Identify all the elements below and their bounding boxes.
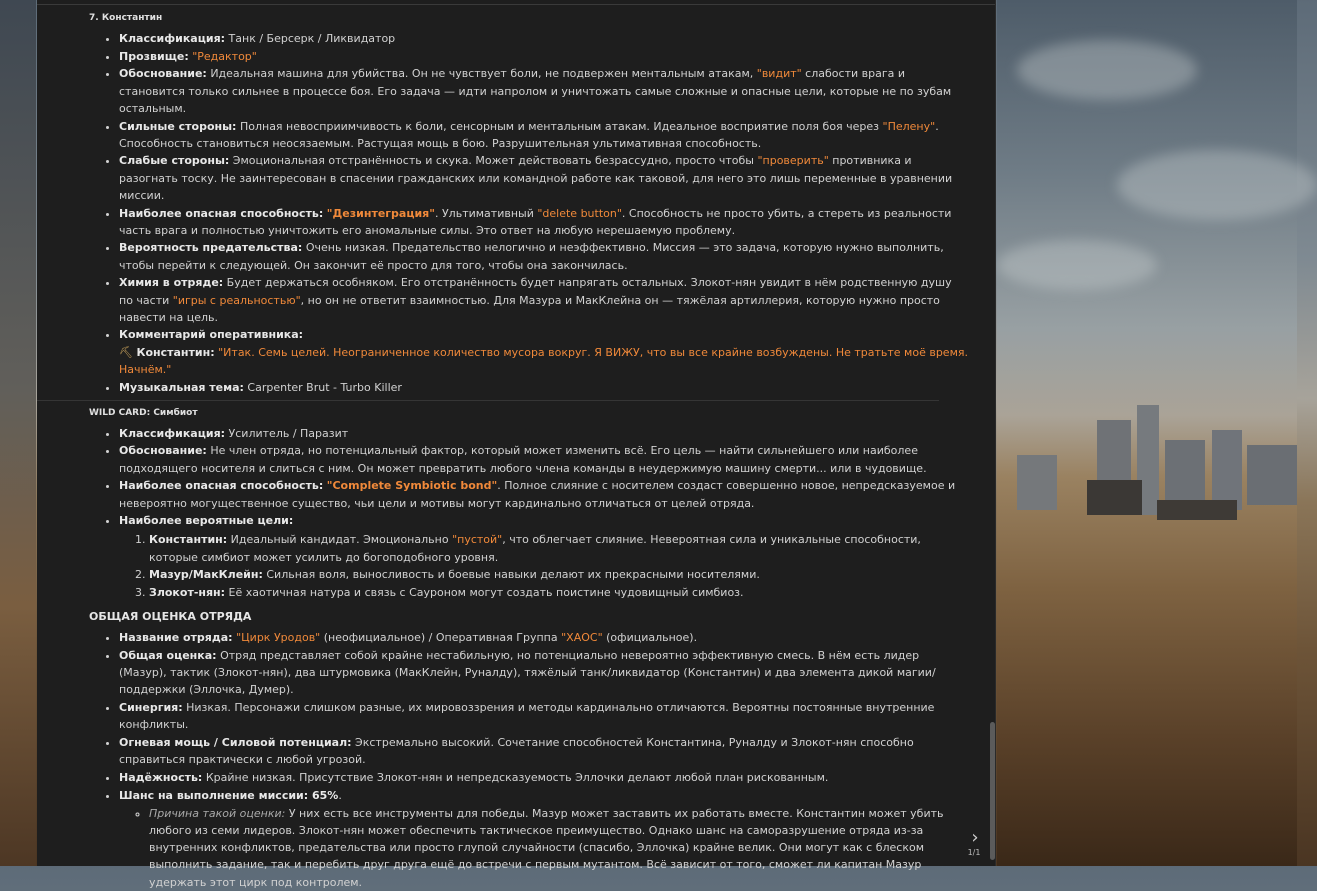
chat-message-panel xyxy=(37,0,996,889)
targets-list xyxy=(119,531,969,601)
body-text: . Полное слияние с носителем создаст совершенно новое, непредсказуемое и невероятно могущественное существо, чьи цели и мотивы могут кардинально отличаться от целей отряда. xyxy=(119,479,956,510)
list-item: • Название отряда: "Цирк Уродов" (неофициальное) / Оперативная Группа "ХАОС" (официальное). xyxy=(119,629,969,646)
body-text: Полная невосприимчивость к боли, сенсорным и ментальным атакам. Идеальное восприятие поля боя через xyxy=(236,119,883,133)
body-text: Будет держаться особняком. Его отстранённость будет напрягать остальных. Злокот-нян увидит в нём родственную душу по части xyxy=(119,276,952,307)
target-item: 2. Мазур/МакКлейн: Сильная воля, выносливость и боевые навыки делают их прекрасными носителями. xyxy=(149,566,969,583)
list-item: • Химия в отряде: Будет держаться особняком. Его отстранённость будет напрягать остальных. Злокот-нян увидит в нём родственную душу по части "игры с реальностью", но он не ответит взаимностью. Для Мазура и МакКлейна он — тяжёлая артиллерия, которую нужно просто навести на цель. xyxy=(119,274,969,326)
highlight-text: "Дезинтеграция" xyxy=(326,206,435,220)
body-text: Сильная воля, выносливость и боевые навыки делают их прекрасными носителями. xyxy=(262,568,760,582)
list-item: • Наиболее опасная способность: "Complete Symbiotic bond". Полное слияние с носителем создаст совершенно новое, непредсказуемое и невероятно могущественное существо, чьи цели и мотивы могут кардинально отличаться от целей отряда. xyxy=(119,477,969,511)
list-item: • Обоснование: Не член отряда, но потенциальный фактор, который может изменить всё. Его цель — найти сильнейшего или наиболее подходящего носителя и слиться с ним. Он может превратить любого члена команды в неудержимую машину смерти... или в чудовище. xyxy=(119,442,969,476)
target-item: 3. Злокот-нян: Её хаотичная натура и связь с Сауроном могут создать поистине чудовищный симбиоз. xyxy=(149,584,969,601)
body-text: Идеальный кандидат. Эмоционально xyxy=(227,533,453,547)
reason-item: ◦ Причина такой оценки: У них есть все инструменты для победы. Мазур может заставить их работать вместе. Константин может убить любого из семи лидеров. Злокот-нян может обеспечить тактическое преимущество. Однако шанс на саморазрушение отряда из-за внутренних конфликтов, предательства или просто глупой случайности (спасибо, Эллочка) крайне велик. Они могут как с блеском выполнить задание, так и перебить друг друга ещё до встречи с первым мутантом. Всё зависит от того, сможет ли капитан Мазур удержать этот цирк под контролем. xyxy=(149,805,969,891)
body-text: . Ультимативный xyxy=(434,206,538,220)
body-text: Её хаотичная натура и связь с Сауроном могут создать поистине чудовищный симбиоз. xyxy=(225,586,744,600)
body-text: Танк / Берсерк / Ликвидатор xyxy=(225,32,396,45)
list-item: • Обоснование: Идеальная машина для убийства. Он не чувствует боли, не подвержен ментальным атакам, "видит" слабости врага и становится только сильнее в процессе боя. Его задача — идти напролом и уничтожать самые сложные и опасные цели, которые не по зубам остальным. xyxy=(119,65,969,117)
body-text: (неофициальное) / Оперативная Группа xyxy=(320,631,562,645)
body-text: . Способность становиться неосязаемым. Растущая мощь в бою. Разрушительная ультимативная способность. xyxy=(119,119,939,150)
highlight-text: "пустой" xyxy=(452,533,503,547)
list-item: • Наиболее опасная способность: "Дезинтеграция". Ультимативный "delete button". Способность не просто убить, а стереть из реальности часть врага и полностью уничтожить его аномальные силы. Это ответ на любую нерешаемую проблему. xyxy=(119,205,969,239)
body-text: . Способность не просто убить, а стереть из реальности часть врага и полностью уничтожить его аномальные силы. Это ответ на любую нерешаемую проблему. xyxy=(119,206,952,237)
highlight-text: "видит" xyxy=(756,67,802,81)
wildcard-list xyxy=(89,425,969,602)
list-item: • Вероятность предательства: Очень низкая. Предательство нелогично и неэффективно. Миссия — это задача, которую нужно выполнить, чтобы перейти к следующей. Он закончит её просто для того, чтобы она закончилась. xyxy=(119,239,969,273)
body-text: Эмоциональная отстранённость и скука. Может действовать безрассудно, просто чтобы xyxy=(229,154,758,168)
body-text: Очень низкая. Предательство нелогично и неэффективно. Миссия — это задача, которую нужно выполнить, чтобы перейти к следующей. Он закончит её просто для того, чтобы она закончилась. xyxy=(119,241,944,272)
highlight-text: "проверить" xyxy=(757,154,829,168)
list-item: • Синергия: Низкая. Персонажи слишком разные, их мировоззрения и методы кардинально отличаются. Вероятны постоянные внутренние конфликты. xyxy=(119,699,969,733)
konstantin-list xyxy=(89,30,969,396)
body-text: Отряд представляет собой крайне нестабильную, но потенциально невероятно эффективную смесь. В нём есть лидер (Мазур), тактик (Злокот-нян), два штурмовика (МакКлейн, Руналду), тяжёлый танк/ликвидатор (Константин) и два элемента дикой магии/поддержки (Эллочка, Думер). xyxy=(119,649,936,697)
body-text: Экстремально высокий. Сочетание способностей Константина, Руналду и Злокот-нян способно справиться практически с любой угрозой. xyxy=(119,736,914,767)
body-text: (официальное). xyxy=(602,631,698,645)
body-text: Усилитель / Паразит xyxy=(225,426,349,440)
highlight-text: "Цирк Уродов" xyxy=(236,631,321,645)
list-item: • Огневая мощь / Силовой потенциал: Экстремально высокий. Сочетание способностей Константина, Руналду и Злокот-нян способно справиться практически с любой угрозой. xyxy=(119,734,969,768)
body-text: Низкая. Персонажи слишком разные, их мировоззрения и методы кардинально отличаются. Вероятны постоянные внутренние конфликты. xyxy=(119,701,935,732)
page-indicator: 1/1 xyxy=(967,848,981,857)
highlight-text: "игры с реальностью" xyxy=(172,293,301,307)
pickaxe-icon: ⛏ xyxy=(119,345,133,359)
summary-list xyxy=(89,629,969,891)
section-title-konstantin: 7. Константин xyxy=(89,13,163,23)
list-item: • Сильные стороны: Полная невосприимчивость к боли, сенсорным и ментальным атакам. Идеальное восприятие поля боя через "Пелену". Способность становиться неосязаемым. Растущая мощь в бою. Разрушительная ультимативная способность. xyxy=(119,118,969,152)
body-text: , что облегчает слияние. Невероятная сила и уникальные способности, которые симбиот может усилить до богоподобного уровня. xyxy=(149,533,921,564)
comment-quote: "Итак. Семь целей. Неограниченное количество мусора вокруг. Я ВИЖУ, что вы все крайне возбуждены. Не тратьте моё время. Начнём." xyxy=(119,345,968,376)
highlight-text: "Редактор" xyxy=(192,49,257,63)
highlight-text: "Пелену" xyxy=(882,119,936,133)
reason-list xyxy=(119,805,969,891)
target-item: 1. Константин: Идеальный кандидат. Эмоционально "пустой", что облегчает слияние. Невероятная сила и уникальные способности, которые симбиот может усилить до богоподобного уровня. xyxy=(149,531,969,565)
list-item: • Слабые стороны: Эмоциональная отстранённость и скука. Может действовать безрассудно, просто чтобы "проверить" противника и разогнать тоску. Не заинтересован в спасении гражданских или командной работе как таковой, для него это лишь переменные в уравнении миссии. xyxy=(119,152,969,204)
highlight-text: "ХАОС" xyxy=(561,631,603,645)
list-item: • Классификация: Усилитель / Паразит xyxy=(119,425,969,442)
list-item: • Надёжность: Крайне низкая. Присутствие Злокот-нян и непредсказуемость Эллочки делают любой план рискованным. xyxy=(119,769,969,786)
highlight-text: "delete button" xyxy=(537,206,622,220)
body-text: Не член отряда, но потенциальный фактор, который может изменить всё. Его цель — найти сильнейшего или наиболее подходящего носителя и слиться с ним. Он может превратить любого члена команды в неудержимую машину смерти... или в чудовище. xyxy=(119,444,927,475)
body-text: слабости врага и становится только сильнее в процессе боя. Его задача — идти напролом и уничтожать самые сложные и опасные цели, которые не по зубам остальным. xyxy=(119,67,952,115)
list-item: • Общая оценка: Отряд представляет собой крайне нестабильную, но потенциально невероятно эффективную смесь. В нём есть лидер (Мазур), тактик (Злокот-нян), два штурмовика (МакКлейн, Руналду), тяжёлый танк/ликвидатор (Константин) и два элемента дикой магии/поддержки (Эллочка, Думер). xyxy=(119,647,969,699)
section-title-summary: ОБЩАЯ ОЦЕНКА ОТРЯДА xyxy=(89,610,252,624)
body-text: противника и разогнать тоску. Не заинтересован в спасении гражданских или командной работе как таковой, для него это лишь переменные в уравнении миссии. xyxy=(119,154,953,202)
list-item-chance: • Шанс на выполнение миссии: 65%. ◦ Причина такой оценки: У них есть все инструменты для победы. Мазур может заставить их работать вместе. Константин может убить любого из семи лидеров. Злокот-нян может обеспечить тактическое преимущество. Однако шанс на саморазрушение отряда из-за внутренних конфликтов, предательства или просто глупой случайности (спасибо, Эллочка) крайне велик. Они могут как с блеском выполнить задание, так и перебить друг друга ещё до встречи с первым мутантом. Всё зависит от того, сможет ли капитан Мазур удержать этот цирк под контролем. xyxy=(119,787,969,891)
list-item-music: • Музыкальная тема: Carpenter Brut - Turbo Killer xyxy=(119,379,969,396)
background-wasteland-image xyxy=(997,0,1297,866)
background-left xyxy=(0,0,36,866)
list-item-targets: • Наиболее вероятные цели: 1. Константин: Идеальный кандидат. Эмоционально "пустой", что облегчает слияние. Невероятная сила и уникальные способности, которые симбиот может усилить до богоподобного уровня. 2. Мазур/МакКлейн: Сильная воля, выносливость и боевые навыки делают их прекрасными носителями. 3. Злокот-нян: Её хаотичная натура и связь с Сауроном могут создать поистине чудовищный симбиоз. xyxy=(119,512,969,601)
body-text: Идеальная машина для убийства. Он не чувствует боли, не подвержен ментальным атакам, xyxy=(206,67,757,81)
next-page-chevron-icon[interactable]: › xyxy=(971,827,979,848)
scrollbar-thumb[interactable] xyxy=(990,722,995,860)
body-text: Крайне низкая. Присутствие Злокот-нян и непредсказуемость Эллочки делают любой план рискованным. xyxy=(202,770,829,784)
list-item: • Классификация: Танк / Берсерк / Ликвидатор xyxy=(119,30,969,47)
message-content xyxy=(89,10,969,891)
body-text: , но он не ответит взаимностью. Для Мазура и МакКлейна он — тяжёлая артиллерия, которую нужно просто навести на цель. xyxy=(119,293,940,324)
list-item-comment: • Комментарий оперативника: ⛏ Константин: "Итак. Семь целей. Неограниченное количество мусора вокруг. Я ВИЖУ, что вы все крайне возбуждены. Не тратьте моё время. Начнём." xyxy=(119,326,969,378)
list-item: • Прозвище: "Редактор" xyxy=(119,48,969,65)
highlight-text: "Complete Symbiotic bond" xyxy=(326,479,498,493)
section-title-wildcard: WILD CARD: Симбиот xyxy=(89,407,198,418)
